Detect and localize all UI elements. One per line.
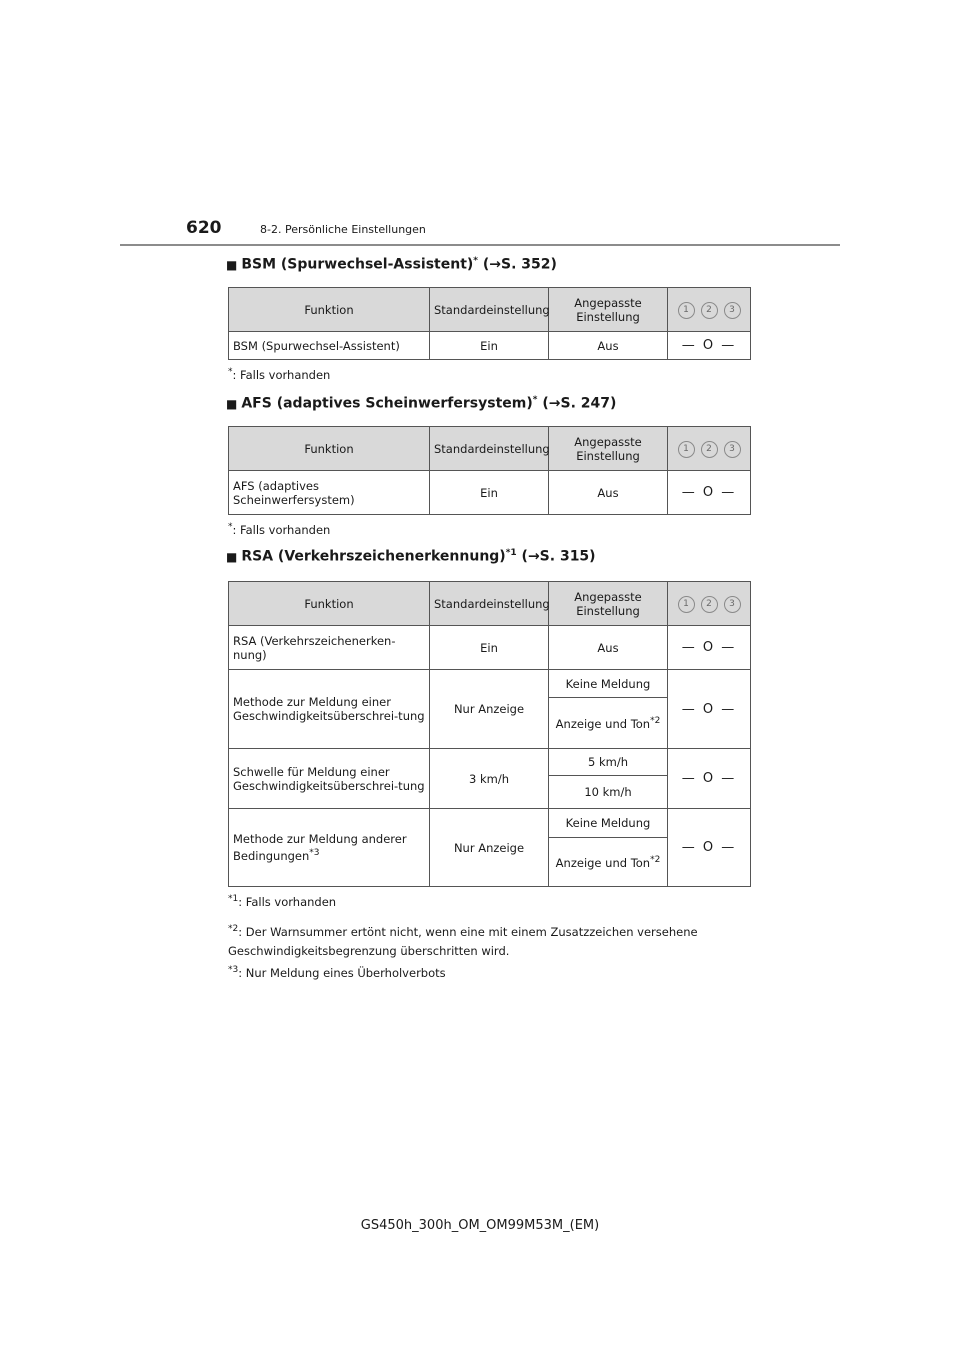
cell-angepasst: Aus bbox=[549, 626, 668, 670]
cell-standard: Ein bbox=[430, 471, 549, 515]
heading-sup: * bbox=[473, 256, 479, 266]
square-bullet-icon: ■ bbox=[226, 549, 238, 564]
circle-2-icon: 2 bbox=[701, 441, 718, 458]
cell-funktion: Methode zur Meldung einer Geschwindigkeitsüberschrei-tung bbox=[229, 670, 430, 749]
table-note-afs bbox=[228, 522, 330, 537]
cell-funktion bbox=[229, 809, 430, 887]
col-header-modes bbox=[668, 582, 751, 626]
col-header-angepasst: Angepasste Einstellung bbox=[549, 427, 668, 471]
footnote-3 bbox=[228, 965, 446, 980]
cell-option bbox=[549, 698, 668, 749]
note-mark: * bbox=[228, 522, 233, 532]
table-header-row bbox=[229, 288, 751, 332]
heading-text: RSA (Verkehrszeichenerkennung) bbox=[241, 548, 506, 565]
col-header-funktion: Funktion bbox=[229, 288, 430, 332]
document-footer: GS450h_300h_OM_OM99M53M_(EM) bbox=[360, 1218, 600, 1233]
footnote-text: : Der Warnsummer ertönt nicht, wenn eine mit einem Zusatzzeichen versehene Geschwindigkeitsbegrenzung überschritten wird. bbox=[228, 924, 698, 958]
col-header-funktion: Funktion bbox=[229, 582, 430, 626]
heading-text: AFS (adaptives Scheinwerfersystem) bbox=[241, 395, 533, 412]
cell-standard: Nur Anzeige bbox=[430, 809, 549, 887]
circle-3-icon: 3 bbox=[724, 441, 741, 458]
cell-marks: — O — bbox=[668, 670, 751, 749]
table-note-bsm bbox=[228, 367, 330, 382]
funktion-text: Methode zur Meldung anderer Bedingungen bbox=[233, 832, 407, 863]
cell-angepasst: Aus bbox=[549, 471, 668, 515]
settings-table-afs bbox=[228, 426, 751, 515]
cell-standard: Ein bbox=[430, 626, 549, 670]
cell-funktion: AFS (adaptives Scheinwerfersystem) bbox=[229, 471, 430, 515]
table-row bbox=[229, 471, 751, 515]
header-rule bbox=[120, 244, 840, 246]
circle-1-icon: 1 bbox=[678, 302, 695, 319]
page-reference: (→S. 352) bbox=[482, 256, 557, 273]
option-sup: *2 bbox=[650, 715, 661, 726]
table-header-row bbox=[229, 582, 751, 626]
option-sup: *2 bbox=[650, 854, 661, 865]
col-header-angepasst: Angepasste Einstellung bbox=[549, 288, 668, 332]
cell-marks: — O — bbox=[668, 809, 751, 887]
table-header-row bbox=[229, 427, 751, 471]
footnote-mark: *2 bbox=[228, 924, 239, 934]
table-row bbox=[229, 332, 751, 360]
page-number: 620 bbox=[186, 218, 222, 238]
chapter-title: 8-2. Persönliche Einstellungen bbox=[260, 223, 426, 236]
funktion-sup: *3 bbox=[309, 848, 320, 859]
page-header bbox=[120, 218, 840, 248]
col-header-modes bbox=[668, 288, 751, 332]
circle-1-icon: 1 bbox=[678, 441, 695, 458]
footnote-1 bbox=[228, 894, 336, 909]
cell-standard: 3 km/h bbox=[430, 749, 549, 809]
cell-funktion: BSM (Spurwechsel-Assistent) bbox=[229, 332, 430, 360]
cell-angepasst: Aus bbox=[549, 332, 668, 360]
option-text: Anzeige und Ton bbox=[555, 855, 651, 870]
note-text: : Falls vorhanden bbox=[232, 367, 331, 382]
cell-option bbox=[549, 838, 668, 887]
cell-option: Keine Meldung bbox=[549, 670, 668, 698]
circle-1-icon: 1 bbox=[678, 596, 695, 613]
table-row bbox=[229, 670, 751, 698]
circle-3-icon: 3 bbox=[724, 596, 741, 613]
col-header-standard: Standardeinstellung bbox=[430, 288, 549, 332]
cell-option: Keine Meldung bbox=[549, 809, 668, 838]
page-reference: (→S. 247) bbox=[542, 395, 617, 412]
square-bullet-icon: ■ bbox=[226, 257, 238, 272]
col-header-modes bbox=[668, 427, 751, 471]
note-mark: * bbox=[228, 367, 233, 377]
heading-sup: * bbox=[532, 395, 538, 405]
section-heading-afs bbox=[226, 395, 616, 412]
cell-standard: Ein bbox=[430, 332, 549, 360]
col-header-standard: Standardeinstellung bbox=[430, 427, 549, 471]
section-heading-rsa bbox=[226, 548, 596, 565]
section-heading-bsm bbox=[226, 256, 557, 273]
col-header-standard: Standardeinstellung bbox=[430, 582, 549, 626]
col-header-angepasst: Angepasste Einstellung bbox=[549, 582, 668, 626]
page-reference: (→S. 315) bbox=[521, 548, 596, 565]
footnote-mark: *1 bbox=[228, 894, 239, 904]
footnote-text: : Falls vorhanden bbox=[238, 894, 337, 909]
circle-2-icon: 2 bbox=[701, 302, 718, 319]
heading-text: BSM (Spurwechsel-Assistent) bbox=[241, 256, 474, 273]
settings-table-bsm bbox=[228, 287, 751, 360]
option-text: Anzeige und Ton bbox=[555, 716, 651, 731]
settings-table-rsa bbox=[228, 581, 751, 887]
cell-option: 5 km/h bbox=[549, 749, 668, 776]
cell-standard: Nur Anzeige bbox=[430, 670, 549, 749]
cell-marks: — O — bbox=[668, 471, 751, 515]
heading-sup: *1 bbox=[505, 548, 517, 558]
cell-marks: — O — bbox=[668, 332, 751, 360]
cell-funktion: Schwelle für Meldung einer Geschwindigkeitsüberschrei-tung bbox=[229, 749, 430, 809]
cell-funktion: RSA (Verkehrszeichenerken-nung) bbox=[229, 626, 430, 670]
footnote-text: : Nur Meldung eines Überholverbots bbox=[238, 965, 446, 980]
table-row bbox=[229, 626, 751, 670]
footnote-2 bbox=[228, 920, 748, 961]
circle-3-icon: 3 bbox=[724, 302, 741, 319]
square-bullet-icon: ■ bbox=[226, 396, 238, 411]
cell-marks: — O — bbox=[668, 626, 751, 670]
cell-option: 10 km/h bbox=[549, 776, 668, 809]
footnote-mark: *3 bbox=[228, 965, 239, 975]
note-text: : Falls vorhanden bbox=[232, 522, 331, 537]
col-header-funktion: Funktion bbox=[229, 427, 430, 471]
circle-2-icon: 2 bbox=[701, 596, 718, 613]
table-row bbox=[229, 749, 751, 776]
table-row bbox=[229, 809, 751, 838]
cell-marks: — O — bbox=[668, 749, 751, 809]
